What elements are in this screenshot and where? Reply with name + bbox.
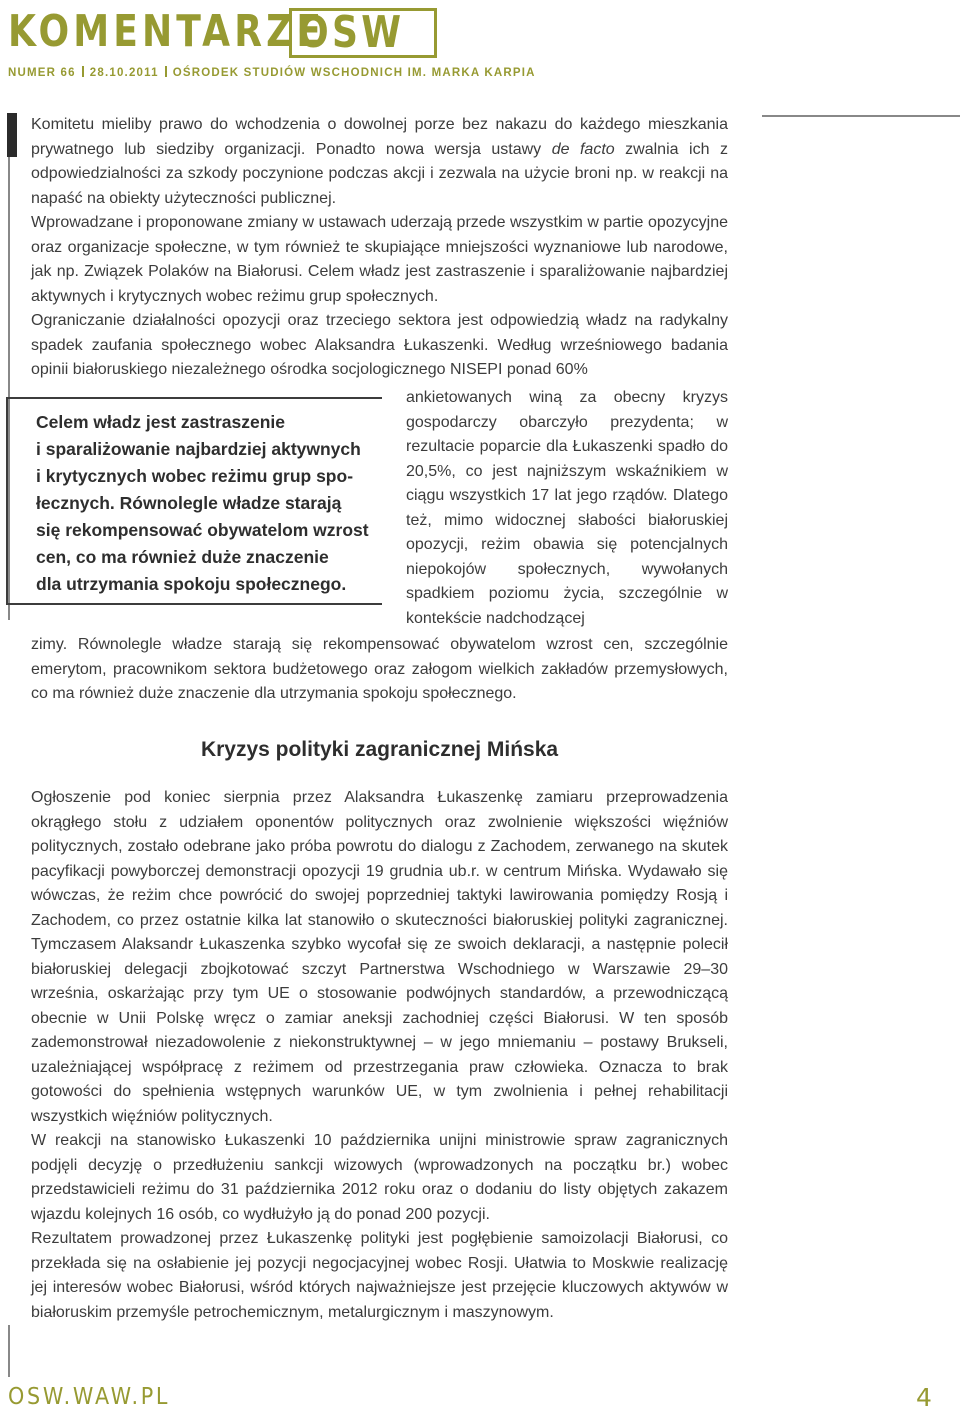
issue-line xyxy=(8,66,536,79)
section-body xyxy=(31,786,728,1325)
section-heading: Kryzys polityki zagranicznej Mińska xyxy=(200,738,559,761)
pull-quote-line: dla utrzymania spokoju społecznego. xyxy=(36,574,347,594)
article-body-after-quote xyxy=(31,633,728,707)
pull-quote-text xyxy=(36,409,369,598)
publisher-name: OŚRODEK STUDIÓW WSCHODNICH IM. MARKA KARPIA xyxy=(172,67,536,79)
article-paragraph-continued: ankietowanych winą za obecny kryzys gospodarczy obarczyło prezydenta; w rezultacie poparcie dla Łukaszenki spadło do 20,5%, co jest najniższym wskaźnikiem w ciągu wszystkich 17 lat jego rządów. Dlatego też, mimo widocznej słabości białoruskiej opozycji, reżim obawia się potencjalnych niepokojów społecznych, wywołanych spadkiem poziomu życia, szczególnie w kontekście nadchodzącej xyxy=(406,389,728,627)
pull-quote-rule-top xyxy=(6,397,382,399)
pull-quote-line: i krytycznych wobec reżimu grup spo- xyxy=(36,466,354,486)
logo-box xyxy=(289,8,437,58)
left-accent-bar xyxy=(7,113,17,157)
section-paragraph: Ogłoszenie pod koniec sierpnia przez Alaksandra Łukaszenkę zamiaru przeprowadzenia okrągłego stołu z udziałem oponentów politycznych oraz zwolnienie większości więźniów politycznych, zostało odebrane jako próba powrotu do dialogu z Zachodem, zerwanego na skutek pacyfikacji powyborczej demonstracji opozycji 19 grudnia ub.r. w centrum Mińska. Wydawało się wówczas, że reżim chce powrócić do swojej poprzedniej taktyki lawirowania pomiędzy Rosją i Zachodem, co przez ostatnie kilka lat stanowiło o skuteczności białoruskiej polityki zagranicznej. Tymczasem Alaksandr Łukaszenka szybko wycofał się ze swoich deklaracji, a następnie polecił białoruskiej delegacji zbojkotować szczyt Partnerstwa Wschodniego w Warszawie 29–30 września, oskarżając przy tym UE o stosowanie podwójnych standardów, a przewodniczącą obecnie w Unii Polskę wręcz o zamiar aneksji zachodniej części Białorusi. W ten sposób zademonstrował niezadowolenie z niekonstruktywnej – w jego mniemaniu – postawy Brukseli, uzależniającej współpracę z reżimem od przestrzegania praw człowieka. Oznacza to brak gotowości do spełnienia wstępnych warunków UE, w tym zwolnienia i pełnej rehabilitacji wszystkich więźniów politycznych. xyxy=(31,789,728,1125)
issue-date: 28.10.2011 xyxy=(89,67,159,79)
pull-quote-line: łecznych. Równolegle władze starają xyxy=(36,493,342,513)
article-body-narrow xyxy=(406,386,728,631)
article-paragraph: Komitetu mieliby prawo do wchodzenia o dowolnej porze bez nakazu do każdego mieszkania prywatnego lub siedziby organizacji. Ponadto nowa wersja ustawy de facto zwalnia ich z odpowiedzialności za szkody poczynione podczas akcji i zezwala na użycie broni np. w reakcji na napaść na obiekty użyteczności publicznej. xyxy=(31,116,728,207)
left-margin-rule-bottom xyxy=(8,1325,10,1377)
pull-quote-rule-left xyxy=(6,397,8,605)
article-paragraph: Ograniczanie działalności opozycji oraz trzeciego sektora jest odpowiedzią władz na radykalny spadek zaufania społecznego wobec Alaksandra Łukaszenki. Według wrześniowego badania opinii białoruskiego niezależnego ośrodka socjologicznego NISEPI ponad 60% xyxy=(31,312,728,378)
section-paragraph: Rezultatem prowadzonej przez Łukaszenkę polityki jest pogłębienie samoizolacji Białorusi, co przekłada się na osłabienie jej pozycji negocjacyjnej wobec Rosji. Ułatwia to Moskwie realizację jej interesów wobec Białorusi, wśród których najważniejsze jest przejęcie kluczowych aktywów w białoruskim przemyśle petrochemicznym, metalurgicznym i maszynowym. xyxy=(31,1230,728,1321)
issue-separator xyxy=(82,66,84,77)
issue-number: NUMER 66 xyxy=(8,67,76,79)
issue-separator xyxy=(165,66,167,77)
logo-box-text: OSW xyxy=(298,7,405,58)
masthead xyxy=(8,6,568,86)
footer-website-link[interactable]: OSW.WAW.PL xyxy=(8,1384,171,1410)
top-right-rule xyxy=(762,115,960,117)
pull-quote-line: Celem władz jest zastraszenie xyxy=(36,412,285,432)
article-paragraph: Wprowadzane i proponowane zmiany w ustawach uderzają przede wszystkim w partie opozycyjne oraz organizacje społeczne, w tym również te skupiające mniejszości wyznaniowe lub narodowe, jak np. Związek Polaków na Białorusi. Celem władz jest zastraszenie i sparaliżowanie najbardziej aktywnych i krytycznych wobec reżimu grup społecznych. xyxy=(31,214,728,305)
pull-quote-line: się rekompensować obywatelom wzrost xyxy=(36,520,369,540)
article-paragraph-continued: zimy. Równolegle władze starają się rekompensować obywatelom wzrost cen, szczególnie emerytom, pracownikom sektora budżetowego oraz załogom wielkich zakładów przemysłowych, co ma również duże znaczenie dla utrzymania spokoju społecznego. xyxy=(31,636,728,702)
page-number: 4 xyxy=(916,1383,932,1412)
article-body-top xyxy=(31,113,728,383)
logo-title: KOMENTARZE xyxy=(8,6,326,57)
pull-quote-rule-bottom xyxy=(6,603,382,605)
pull-quote-line: i sparaliżowanie najbardziej aktywnych xyxy=(36,439,361,459)
section-paragraph: W reakcji na stanowisko Łukaszenki 10 października unijni ministrowie spraw zagranicznych podjęli decyzję o przedłużeniu sankcji wizowych (wprowadzonych na początku br.) wobec przedstawicieli reżimu do 31 października 2012 roku oraz o dodaniu do listy objętych zakazem wjazdu kolejnych 16 osób, co wydłużyło ją do ponad 200 pozycji. xyxy=(31,1132,728,1223)
pull-quote-line: cen, co ma również duże znaczenie xyxy=(36,547,329,567)
italic-phrase: de facto xyxy=(551,140,615,158)
pull-quote xyxy=(6,397,382,605)
